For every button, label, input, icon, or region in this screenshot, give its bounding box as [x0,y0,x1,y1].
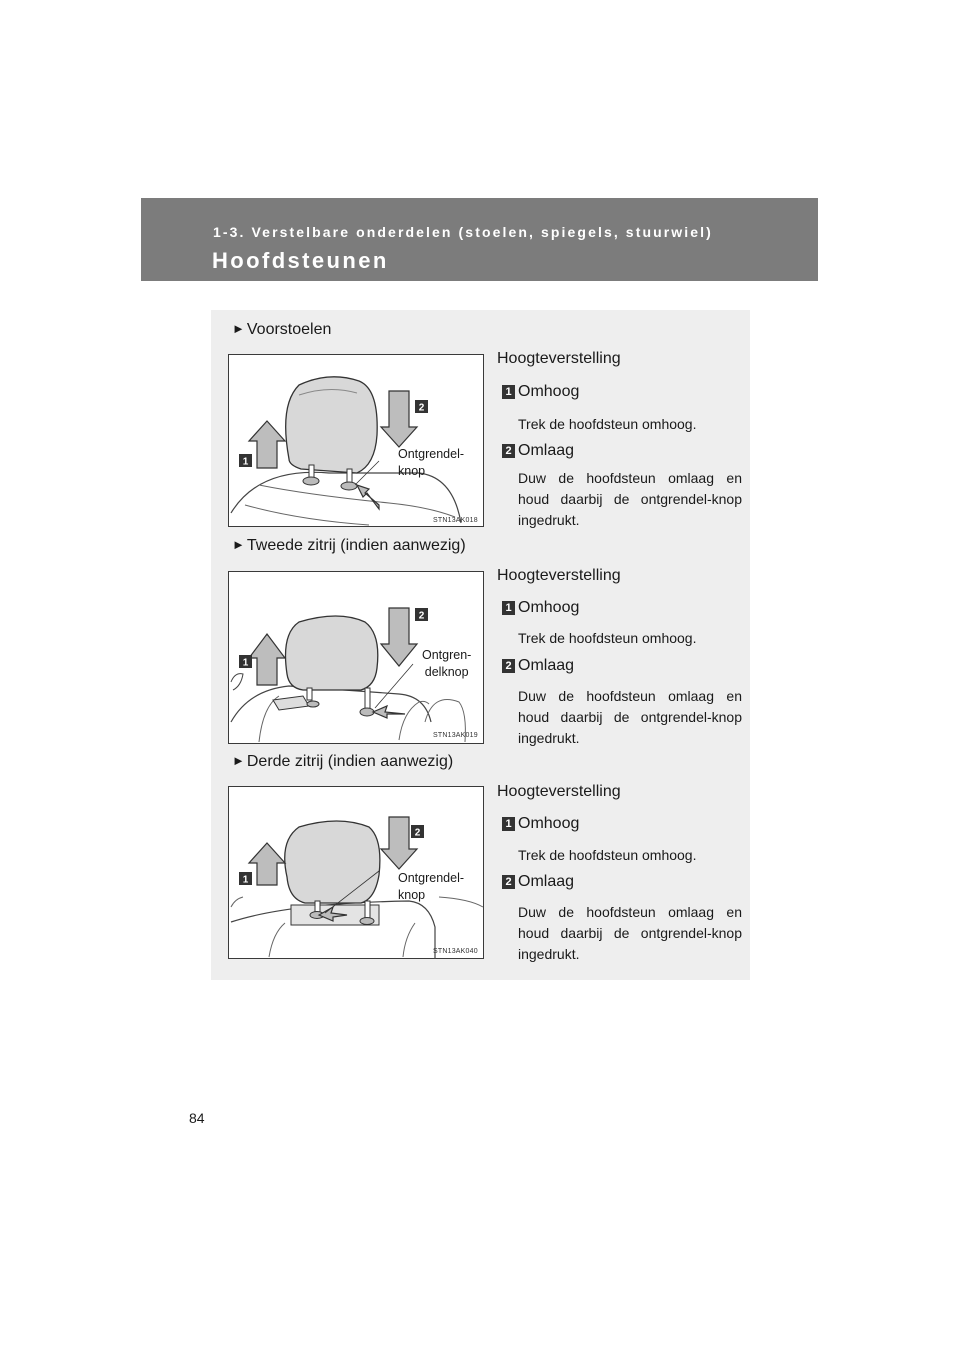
step-down [502,442,574,460]
step-label: Omhoog [518,383,580,400]
svg-text:2: 2 [414,827,421,839]
seat-heading-third-row: ► Derde zitrij (indien aanwezig) [232,753,454,770]
push-arrow-icon [357,485,379,509]
figure-code: STN13AK040 [433,948,478,955]
subtitle-height-adjust: Hoogteverstelling [497,783,621,800]
push-arrow-icon [373,706,405,718]
down-arrow-icon [381,817,417,869]
subtitle-height-adjust: Hoogteverstelling [497,350,621,367]
figure-front-headrest [228,354,484,527]
seat-heading-front: ► Voorstoelen [232,321,332,338]
step-up [502,815,579,833]
step-up [502,383,579,401]
svg-text:2: 2 [418,402,425,414]
step-description: Duw de hoofdsteun omlaag en houd daarbij de ontgrendel-knop ingedrukt. [518,904,742,962]
figure-third-row-headrest [228,786,484,959]
step-down [502,873,574,891]
chapter-header-band [141,198,818,281]
step-number-badge: 1 [502,601,515,615]
page-number: 84 [189,1110,205,1126]
up-arrow-icon [249,421,285,468]
step-up [502,599,579,617]
triangle-bullet-icon: ► [232,753,245,768]
step-label: Omlaag [518,657,575,674]
svg-text:1: 1 [242,657,249,669]
step-description: Trek de hoofdsteun omhoog. [518,630,697,646]
step-description: Trek de hoofdsteun omhoog. [518,416,697,432]
seat-heading-second-row: ► Tweede zitrij (indien aanwezig) [232,537,466,554]
release-button-callout: Ontgrendel- knop [398,447,465,478]
release-button-callout: Ontgrendel- knop [398,871,465,902]
step-number-badge: 2 [502,659,515,673]
up-arrow-icon [249,634,285,685]
section-title: 1-3. Verstelbare onderdelen (stoelen, spiegels, stuurwiel) [213,224,713,240]
front-headrest-illustration [229,355,485,528]
subtitle-height-adjust: Hoogteverstelling [497,567,621,584]
step-number-badge: 1 [502,817,515,831]
svg-text:2: 2 [418,610,425,622]
down-arrow-icon [381,391,417,447]
figure-second-row-headrest [228,571,484,744]
triangle-bullet-icon: ► [232,537,245,552]
step-description: Duw de hoofdsteun omlaag en houd daarbij de ontgrendel-knop ingedrukt. [518,688,742,746]
page-title: Hoofdsteunen [212,248,389,273]
figure-code: STN13AK019 [433,732,478,739]
up-arrow-icon [249,843,285,885]
step-label: Omlaag [518,442,575,459]
step-label: Omhoog [518,599,580,616]
step-number-badge: 2 [502,875,515,889]
step-description: Duw de hoofdsteun omlaag en houd daarbij de ontgrendel-knop ingedrukt. [518,470,742,528]
step-down [502,657,574,675]
figure-code: STN13AK018 [433,517,478,524]
step-number-badge: 2 [502,444,515,458]
svg-text:1: 1 [242,456,249,468]
step-label: Omlaag [518,873,575,890]
svg-text:1: 1 [242,874,249,886]
step-description: Trek de hoofdsteun omhoog. [518,847,697,863]
step-number-badge: 1 [502,385,515,399]
triangle-bullet-icon: ► [232,321,245,336]
down-arrow-icon [381,608,417,666]
step-label: Omhoog [518,815,580,832]
release-button-callout: Ontgren- delknop [422,648,472,679]
